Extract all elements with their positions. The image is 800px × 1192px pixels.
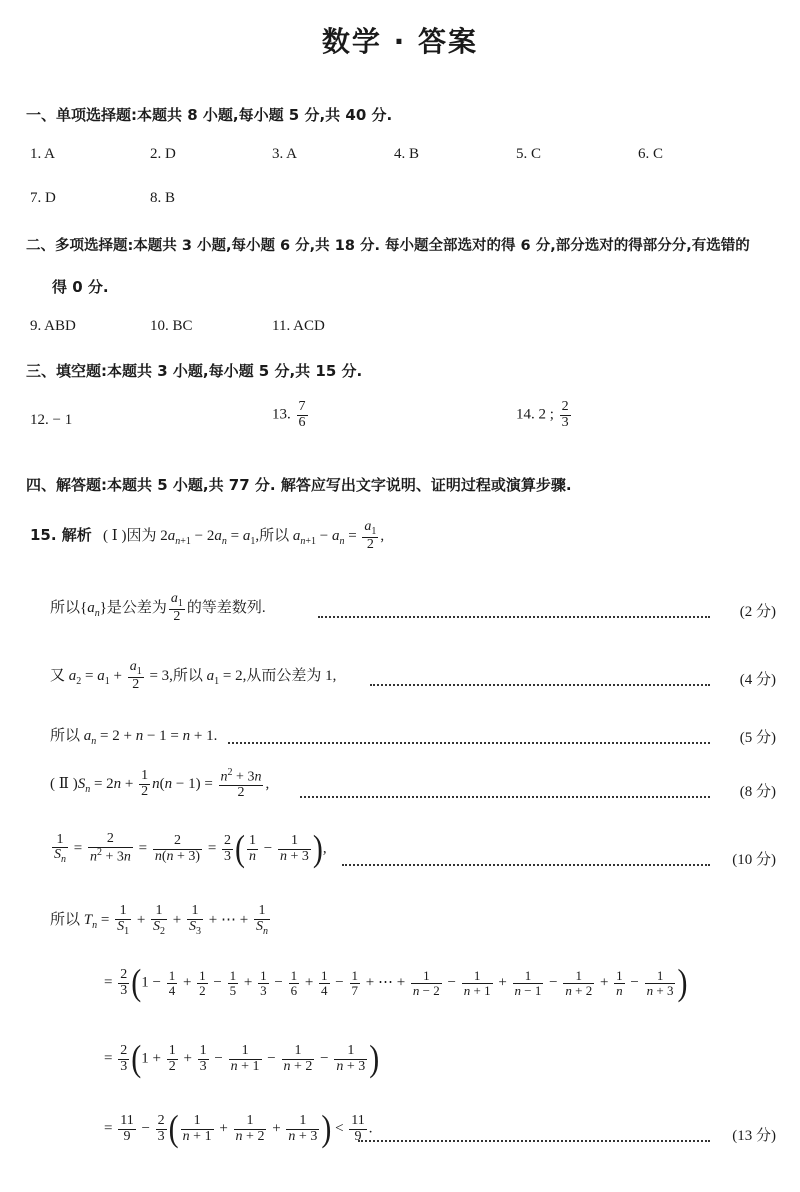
q15-line-9: = $\frac{2}{3}$ (1 + $\frac{1}{2}$ + $\frac{1}{3}$ − $\frac{1}{n + 1}$ − $\frac{1}{n + 2}$ − $\frac{1}{n + 3}$ )	[104, 1037, 380, 1079]
section-2-heading-cont: 得 0 分.	[52, 278, 109, 296]
answer-10: 10. BC	[150, 318, 193, 334]
q15-line-10: = $\frac{11}{9}$ − $\frac{2}{3}$ ( $\frac{1}{n + 1}$ + $\frac{1}{n + 2}$ + $\frac{1}{n + 3}$ ) < $\frac{11}{9}$ .	[104, 1107, 373, 1149]
dot-leader-3	[228, 742, 710, 744]
section-2-heading: 二、多项选择题:本题共 3 小题,每小题 6 分,共 18 分. 每小题全部选对的得 6 分,部分选对的得部分分,有选错的	[26, 238, 750, 254]
score-3: (5 分)	[739, 730, 776, 746]
dot-leader-5	[342, 864, 710, 866]
answer-6: 6. C	[638, 146, 664, 162]
q15-line-5: ( Ⅱ )$S_n = 2n$ + $\frac{1}{2}$ n(n − 1) = $\frac{n^2 + 3n}{2}$ ,	[50, 767, 270, 801]
section-3-heading: 三、填空题:本题共 3 小题,每小题 5 分,共 15 分.	[26, 362, 363, 380]
q15-label: 15. 解析	[30, 525, 92, 544]
answer-8: 8. B	[150, 190, 176, 206]
answer-4: 4. B	[394, 146, 420, 162]
q15-line-4: 所以 $a_n = 2 + n - 1 = n + 1$.	[50, 728, 218, 747]
score-2: (4 分)	[739, 672, 776, 688]
q15-line-2: 所以$\{a_n\}$是公差为 $\frac{a_1}{2}$ 的等差数列.	[50, 591, 266, 625]
score-6: (13 分)	[732, 1128, 776, 1144]
answer-13-fraction: $\frac{7}{6}$	[298, 399, 306, 430]
q15-line-7: 所以 $T_n$ = $\frac{1}{S_1}$ + $\frac{1}{S_2}$ + $\frac{1}{S_3}$ + ⋯ + $\frac{1}{S_n}$	[50, 903, 268, 937]
score-5: (10 分)	[732, 852, 776, 868]
answer-14-label: 14. 2 ;	[516, 406, 554, 423]
page-title: 数学 · 答案	[321, 25, 479, 58]
answer-1: 1. A	[30, 146, 56, 162]
dot-leader-1	[318, 616, 710, 618]
answer-13-label: 13.	[272, 406, 291, 423]
q15-line-6: $\frac{1}{S_n}$ = $\frac{2}{n^2 + 3n}$ = $\frac{2}{n(n + 3)}$ = $\frac{2}{3}$ ( $\frac{1}{n}$ − $\frac{1}{n + 3}$ ),	[54, 827, 327, 869]
section-4-heading: 四、解答题:本题共 5 小题,共 77 分. 解答应写出文字说明、证明过程或演算步骤.	[26, 476, 572, 494]
answer-5: 5. C	[516, 146, 542, 162]
answer-3: 3. A	[272, 146, 298, 162]
score-4: (8 分)	[739, 784, 776, 800]
score-1: (2 分)	[739, 604, 776, 620]
q15-line-3: 又 $a_2 = a_1$ + $\frac{a_1}{2}$ = 3,所以 $a_1 = 2$,从而公差为 1,	[50, 659, 337, 693]
answer-7: 7. D	[30, 190, 56, 206]
q15-line-8: = $\frac{2}{3}$ (1 − $\frac{1}{4}$ + $\frac{1}{2}$ − $\frac{1}{5}$ + $\frac{1}{3}$ − $\frac{1}{6}$ + $\frac{1}{4}$ − $\frac{1}{7}$ + ⋯ + $\frac{1}{n - 2}$ − $\frac{1}{n + 1}$ + $\frac{1}{n - 1}$ − $\frac{1}{n + 2}$ + $\frac{1}{n}$ − $\frac{1}{n + 3}$ )	[104, 961, 688, 1003]
answer-14	[516, 400, 573, 430]
q15-part-1: ( Ⅰ )	[103, 527, 127, 544]
q15-line-1: 15. 解析 ( Ⅰ )因为 $2a_{n+1} - 2a_n = a_1$,所以 $a_{n+1} - a_n$ = $\frac{a_1}{2}$ ,	[30, 519, 385, 553]
dot-leader-4	[300, 796, 710, 798]
answer-9: 9. ABD	[30, 318, 76, 334]
dot-leader-2	[370, 684, 710, 686]
answer-13	[272, 400, 310, 430]
section-1-heading: 一、单项选择题:本题共 8 小题,每小题 5 分,共 40 分.	[26, 106, 393, 124]
dot-leader-6	[358, 1140, 710, 1142]
answer-12: 12. − 1	[30, 412, 73, 428]
answer-11: 11. ACD	[272, 318, 325, 334]
answer-14-fraction: $\frac{2}{3}$	[561, 399, 569, 430]
answer-2: 2. D	[150, 146, 176, 162]
